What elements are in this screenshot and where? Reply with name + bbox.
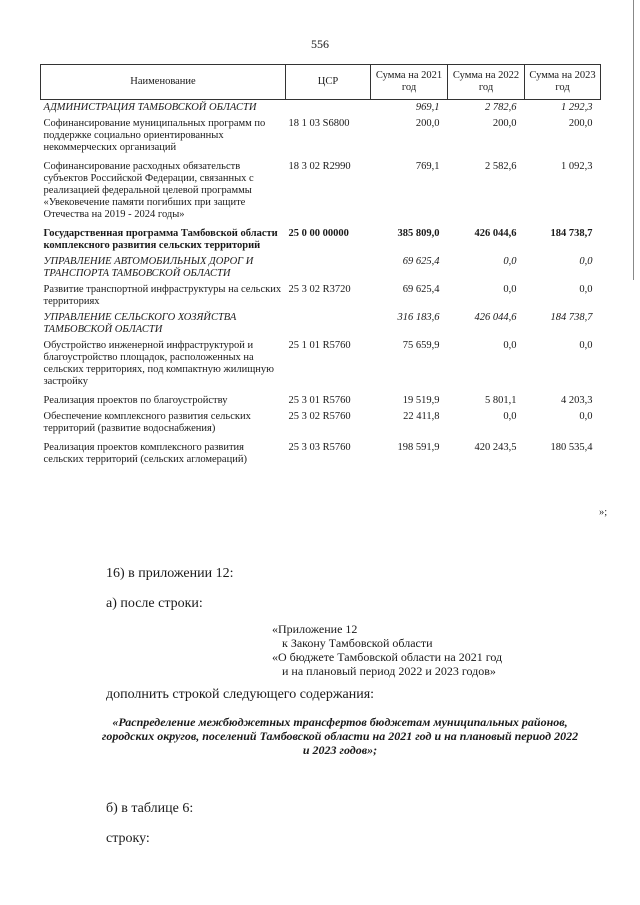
row-sum-2021: 200,0 <box>415 118 440 129</box>
row-sum-2023: 0,0 <box>579 411 593 422</box>
row-name: Софинансирование расходных обязательств субъектов Российской Федерации, связанных с реализацией федеральной целевой программы «Увековечение памяти погибших при защите Отечества на 2019 - 2024 годы» <box>43 161 254 220</box>
row-csr: 18 3 02 R2990 <box>288 161 351 172</box>
row-sum-2021: 75 659,9 <box>402 340 440 351</box>
row-csr <box>286 254 371 282</box>
row-sum-2022: 426 044,6 <box>474 312 517 323</box>
row-csr: 18 1 03 S6800 <box>288 118 350 129</box>
row-sum-2021: 69 625,4 <box>402 256 440 267</box>
annex-line: и на плановый период 2022 и 2023 годов» <box>282 664 496 678</box>
row-sum-2022: 5 801,1 <box>485 395 517 406</box>
item-b: б) в таблице 6: <box>106 801 194 816</box>
header-sum-2021: Сумма на 2021 год <box>371 65 448 100</box>
page-number: 556 <box>311 37 329 51</box>
row-sum-2022: 2 782,6 <box>485 102 517 113</box>
annex-block <box>272 622 502 678</box>
row-sum-2021: 69 625,4 <box>402 284 440 295</box>
row-sum-2023: 1 092,3 <box>561 161 593 172</box>
row-csr: 25 1 01 R5760 <box>288 340 351 351</box>
row-sum-2021: 969,1 <box>415 102 440 113</box>
row-name: Реализация проектов по благоустройству <box>43 395 228 406</box>
row-sum-2023: 0,0 <box>579 284 593 295</box>
table-row <box>41 226 601 254</box>
row-sum-2022: 0,0 <box>503 411 517 422</box>
row-name: УПРАВЛЕНИЕ АВТОМОБИЛЬНЫХ ДОРОГ И ТРАНСПОРТА ТАМБОВСКОЙ ОБЛАСТИ <box>43 256 254 279</box>
annex-line: к Закону Тамбовской области <box>282 636 433 650</box>
row-csr: 25 3 03 R5760 <box>288 442 351 453</box>
row-sum-2023: 0,0 <box>579 340 593 351</box>
closing-quote-mark: »; <box>599 507 608 518</box>
row-csr: 25 0 00 00000 <box>288 228 349 239</box>
row-sum-2022: 426 044,6 <box>474 228 517 239</box>
row-sum-2023: 0,0 <box>579 256 593 267</box>
header-sum-2023: Сумма на 2023 год <box>525 65 601 100</box>
row-name: АДМИНИСТРАЦИЯ ТАМБОВСКОЙ ОБЛАСТИ <box>43 102 257 113</box>
header-csr: ЦСР <box>286 65 371 100</box>
annex-line: «Приложение 12 <box>272 622 358 636</box>
row-csr <box>286 310 371 338</box>
row-name: Реализация проектов комплексного развития сельских территорий (сельских агломераций) <box>43 442 247 465</box>
row-sum-2021: 316 183,6 <box>397 312 440 323</box>
row-sum-2023: 200,0 <box>568 118 593 129</box>
row-csr: 25 3 02 R5760 <box>288 411 351 422</box>
table-row <box>41 310 601 338</box>
row-sum-2021: 22 411,8 <box>403 411 440 422</box>
row-sum-2023: 184 738,7 <box>550 228 593 239</box>
table-row <box>41 159 601 226</box>
table-row <box>41 393 601 409</box>
table-row <box>41 254 601 282</box>
row-sum-2022: 200,0 <box>492 118 517 129</box>
item-16: 16) в приложении 12: <box>106 566 234 581</box>
row-sum-2023: 180 535,4 <box>550 442 593 453</box>
row-sum-2023: 184 738,7 <box>550 312 593 323</box>
row-name: Софинансирование муниципальных программ по поддержке социально ориентированных некоммерческих организаций <box>43 118 266 153</box>
row-sum-2022: 0,0 <box>503 340 517 351</box>
row-sum-2022: 420 243,5 <box>474 442 517 453</box>
scan-edge <box>633 0 640 280</box>
add-row-text: дополнить строкой следующего содержания: <box>106 687 375 702</box>
header-name: Наименование <box>41 65 286 100</box>
table-row <box>41 338 601 393</box>
row-csr: 25 3 01 R5760 <box>288 395 351 406</box>
row-sum-2021: 19 519,9 <box>402 395 440 406</box>
row-sum-2021: 385 809,0 <box>397 228 440 239</box>
row-word: строку: <box>106 831 150 846</box>
table-row <box>41 440 601 468</box>
distribution-title: «Распределение межбюджетных трансфертов бюджетам муниципальных районов, городских округов, поселений Тамбовской области на 2021 год и на плановый период 2022 и 2023 годов»; <box>101 715 579 757</box>
table-row <box>41 100 601 117</box>
row-sum-2022: 0,0 <box>503 256 517 267</box>
row-sum-2021: 198 591,9 <box>397 442 440 453</box>
row-sum-2022: 0,0 <box>503 284 517 295</box>
row-csr <box>286 100 371 117</box>
row-sum-2023: 1 292,3 <box>561 102 593 113</box>
row-name: УПРАВЛЕНИЕ СЕЛЬСКОГО ХОЗЯЙСТВА ТАМБОВСКОЙ ОБЛАСТИ <box>43 312 237 335</box>
item-a: а) после строки: <box>106 596 203 611</box>
annex-line: «О бюджете Тамбовской области на 2021 год <box>272 650 503 664</box>
table-row <box>41 282 601 310</box>
row-name: Развитие транспортной инфраструктуры на сельских территориях <box>43 284 282 307</box>
table-row <box>41 116 601 159</box>
row-sum-2022: 2 582,6 <box>485 161 517 172</box>
table-row <box>41 409 601 440</box>
row-sum-2023: 4 203,3 <box>561 395 593 406</box>
table-header-row <box>41 65 601 100</box>
row-name: Обеспечение комплексного развития сельских территорий (развитие водоснабжения) <box>43 411 251 434</box>
header-sum-2022: Сумма на 2022 год <box>448 65 525 100</box>
row-name: Обустройство инженерной инфраструктурой и благоустройство площадок, расположенных на сельских территориях, под компактную жилищную застройку <box>43 340 274 387</box>
row-csr: 25 3 02 R3720 <box>288 284 351 295</box>
row-sum-2021: 769,1 <box>415 161 440 172</box>
budget-table <box>40 64 601 468</box>
row-name: Государственная программа Тамбовской области комплексного развития сельских территорий <box>43 228 278 251</box>
